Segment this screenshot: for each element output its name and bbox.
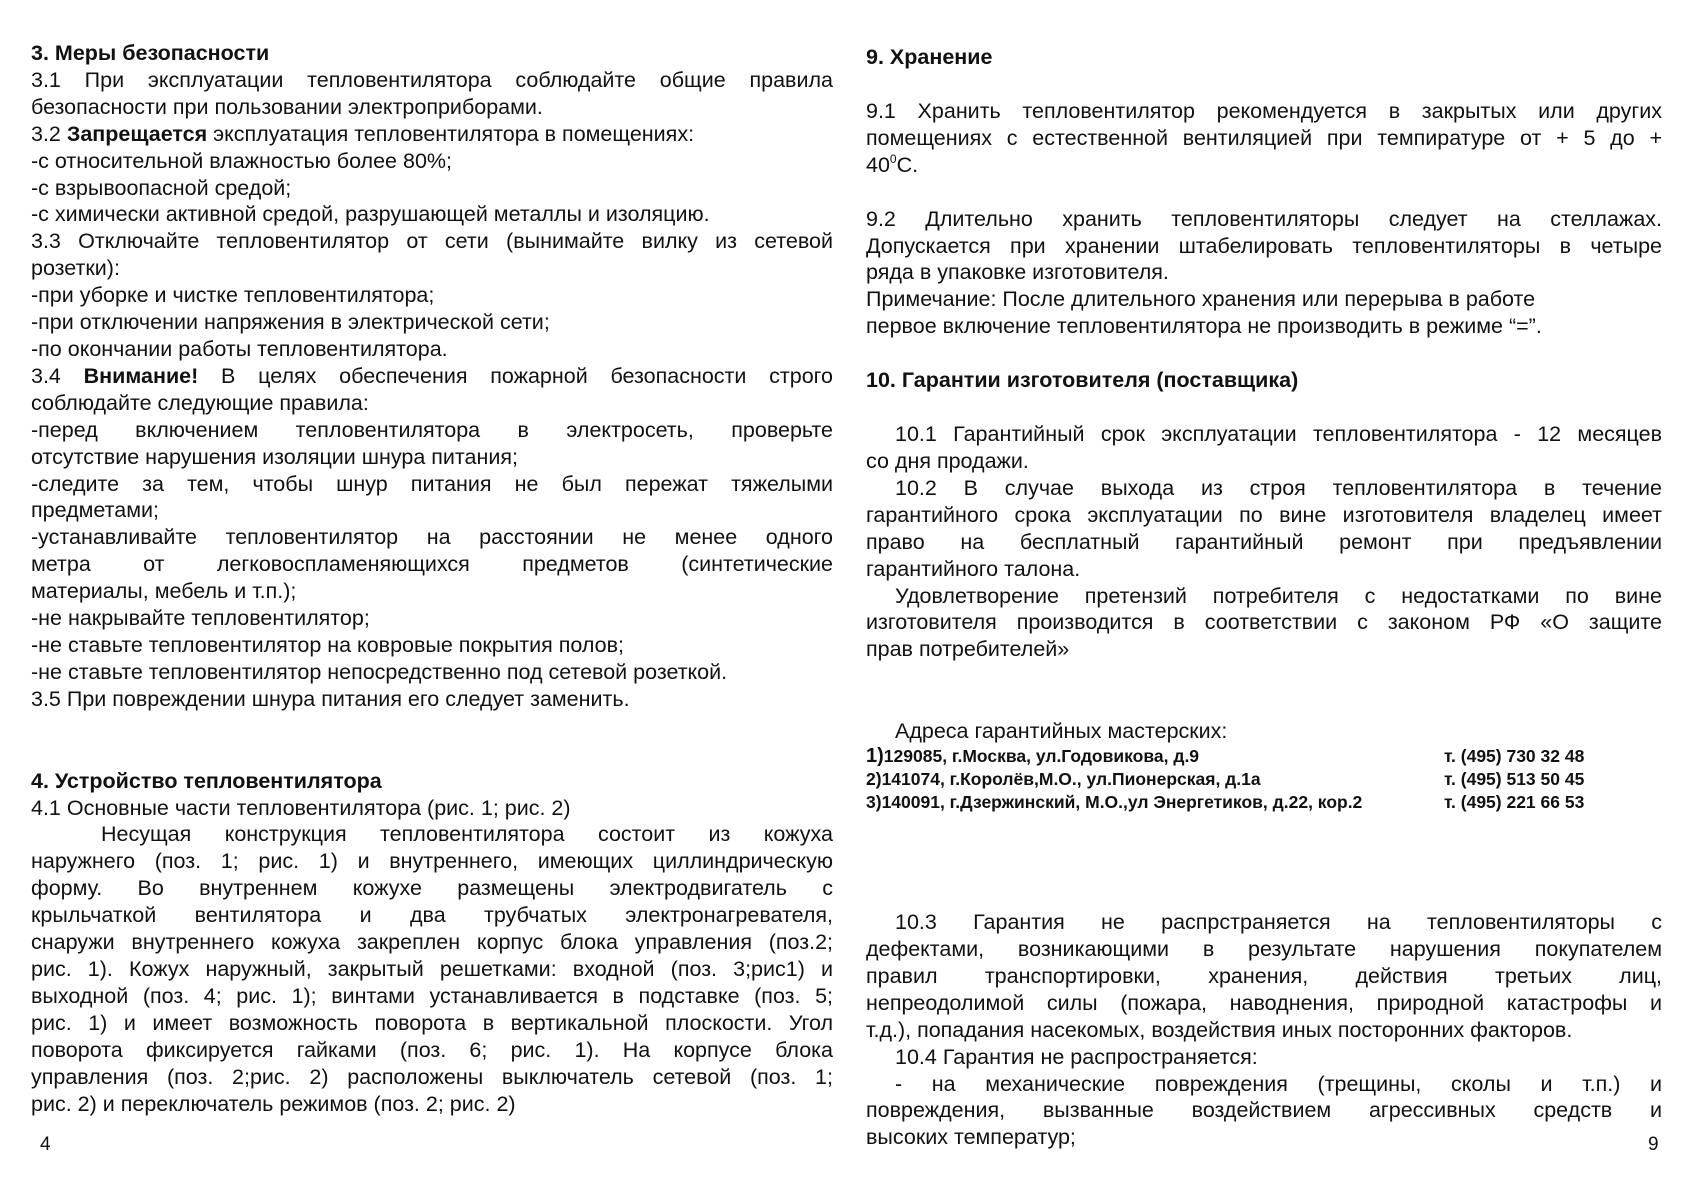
text-line: 3.3 Отключайте тепловентилятор от сети (вынимайте вилку из сетевой: [31, 229, 833, 254]
section-3-title: 3. Меры безопасности: [31, 41, 270, 65]
list-item: -при уборке и чистке тепловентилятора;: [31, 283, 435, 308]
text-line: рис. 1) и имеет возможность поворота в вертикальной плоскости. Угол: [31, 1010, 833, 1035]
text-line: выходной (поз. 4; рис. 1); винтами устанавливается в подставке (поз. 5;: [31, 983, 833, 1008]
address-text: [866, 745, 1444, 768]
left-page: [31, 40, 833, 1117]
address-text: [866, 768, 1444, 791]
item-number: 3.4: [31, 363, 84, 388]
prohibited-label: Запрещается: [66, 121, 208, 146]
spacer: [866, 869, 1662, 909]
text-line: гарантийного срока эксплуатации по вине изготовителя владелец имеет: [866, 502, 1662, 527]
text-line: соблюдайте следующие правила:: [31, 390, 369, 415]
list-item: -не ставьте тепловентилятор на ковровые покрытия полов;: [31, 632, 624, 657]
text-line: наружнего (поз. 1; рис. 1) и внутреннего, имеющих циллиндрическую: [31, 849, 833, 874]
note-line: первое включение тепловентилятора не производить в режиме “=”.: [866, 314, 1542, 339]
text-line: [31, 363, 833, 390]
text-line: 10.1 Гарантийный срок эксплуатации тепловентилятора - 12 месяцев: [895, 422, 1662, 447]
text-fragment: эксплуатация тепловентилятора в помещениях:: [207, 121, 695, 146]
list-item: -с относительной влажностью более 80%;: [31, 148, 452, 173]
spacer: [31, 713, 833, 768]
text-line: Допускается при хранении штабелировать тепловентиляторы в четыре: [866, 233, 1662, 258]
page-number-right: 9: [1648, 1134, 1659, 1155]
text-line: снаружи внутреннего кожуха закреплен корпус блока управления (поз.2;: [31, 930, 833, 955]
list-item: -следите за тем, чтобы шнур питания не был пережат тяжелыми: [31, 471, 833, 496]
temperature-unit: С.: [896, 152, 919, 177]
text-line: 9.2 Длительно хранить тепловентиляторы следует на стеллажах.: [866, 206, 1662, 231]
list-item: -с взрывоопасной средой;: [31, 175, 292, 200]
right-page: [866, 40, 1662, 1151]
text-line: 10.2 В случае выхода из строя тепловентилятора в течение: [895, 475, 1662, 500]
text-line: 9.1 Хранить тепловентилятор рекомендуется в закрытых или других: [866, 98, 1662, 123]
text-line: [866, 152, 1662, 179]
list-item: повреждения, вызванные воздействием агрессивных средств и: [866, 1098, 1662, 1123]
text-line: гарантийного талона.: [866, 556, 1081, 581]
section-9-title: 9. Хранение: [866, 45, 993, 69]
degree-superscript: 0: [889, 151, 897, 166]
text-line: [31, 121, 833, 148]
address-number: 3): [866, 792, 882, 813]
address-number: 1): [866, 745, 884, 768]
list-item: предметами;: [31, 498, 159, 523]
addresses-table: [866, 745, 1662, 814]
list-item: -при отключении напряжения в электрической сети;: [31, 310, 550, 335]
text-line: поворота фиксируется гайками (поз. 6; рис. 1). На корпусе блока: [31, 1037, 833, 1062]
spacer: [866, 340, 1662, 367]
text-line: Удовлетворение претензий потребителя с недостатками по вине: [895, 583, 1662, 608]
text-line: непреодолимой силы (пожара, наводнения, природной катастрофы и: [866, 990, 1662, 1015]
text-line: форму. Во внутреннем кожухе размещены электродвигатель с: [31, 876, 833, 901]
address-phone: т. (495) 513 50 45: [1444, 769, 1585, 790]
address-line: 140091, г.Дзержинский, М.О.,ул Энергетиков, д.22, кор.2: [881, 792, 1363, 813]
list-item: высоких температур;: [866, 1125, 1076, 1150]
spacer: [866, 71, 1662, 98]
spacer: [866, 394, 1662, 421]
item-number: 3.2: [31, 121, 67, 146]
list-item: -с химически активной средой, разрушающей металлы и изоляцию.: [31, 202, 710, 227]
list-item: - на механические повреждения (трещины, сколы и т.п.) и: [895, 1071, 1662, 1096]
text-line: т.д.), попадания насекомых, воздействия иных посторонних факторов.: [866, 1017, 1573, 1042]
section-4-title: 4. Устройство тепловентилятора: [31, 768, 382, 793]
text-line: со дня продажи.: [866, 448, 1029, 473]
text-line: изготовителя производится в соответствии с законом РФ «О защите: [866, 610, 1662, 635]
spacer: [866, 814, 1662, 869]
text-line: прав потребителей»: [866, 637, 1070, 662]
address-phone: т. (495) 730 32 48: [1444, 746, 1585, 767]
spacer: [866, 663, 1662, 718]
list-item: метра от легковоспламеняющихся предметов (синтетические: [31, 552, 833, 577]
list-item: -не ставьте тепловентилятор непосредственно под сетевой розеткой.: [31, 659, 728, 684]
list-item: -не накрывайте тепловентилятор;: [31, 606, 370, 631]
list-item: -по окончании работы тепловентилятора.: [31, 336, 448, 361]
spacer: [866, 179, 1662, 206]
text-fragment: В целях обеспечения пожарной безопасности строго: [198, 363, 833, 388]
text-line: 10.4 Гарантия не распространяется:: [895, 1044, 1258, 1069]
text-line: право на бесплатный гарантийный ремонт при предъявлении: [866, 529, 1662, 554]
text-line: рис. 1). Кожух наружный, закрытый решетками: входной (поз. 3;рис1) и: [31, 957, 833, 981]
page-number-left: 4: [40, 1134, 51, 1155]
address-number: 2): [866, 769, 882, 790]
text-line: помещениях с естественной вентиляцией при темпиратуре от + 5 до +: [866, 125, 1662, 150]
text-line: Несущая конструкция тепловентилятора состоит из кожуха: [101, 822, 833, 847]
temperature-value: 40: [866, 152, 890, 177]
text-line: 4.1 Основные части тепловентилятора (рис. 1; рис. 2): [31, 795, 571, 820]
list-item: -перед включением тепловентилятора в электросеть, проверьте: [31, 417, 833, 442]
address-line: 129085, г.Москва, ул.Годовикова, д.9: [883, 746, 1200, 767]
section-10-title: 10. Гарантии изготовителя (поставщика): [866, 368, 1299, 393]
text-line: безопасности при пользовании электроприборами.: [31, 94, 543, 119]
note-line: Примечание: После длительного хранения или перерыва в работе: [866, 287, 1536, 312]
text-line: ряда в упаковке изготовителя.: [866, 260, 1169, 285]
list-item: -устанавливайте тепловентилятор на расстоянии не менее одного: [31, 525, 833, 550]
list-item: материалы, мебель и т.п.);: [31, 579, 297, 604]
text-line: рис. 2) и переключатель режимов (поз. 2; рис. 2): [31, 1091, 516, 1116]
text-line: розетки):: [31, 256, 120, 281]
address-text: [866, 791, 1444, 814]
addresses-title: Адреса гарантийных мастерских:: [895, 719, 1228, 744]
address-phone: т. (495) 221 66 53: [1444, 792, 1585, 813]
text-line: 3.5 При повреждении шнура питания его следует заменить.: [31, 686, 630, 711]
attention-label: Внимание!: [83, 363, 199, 388]
text-line: управления (поз. 2;рис. 2) расположены выключатель сетевой (поз. 1;: [31, 1064, 833, 1089]
address-line: 141074, г.Королёв,М.О., ул.Пионерская, д.1а: [881, 769, 1261, 790]
list-item: отсутствие нарушения изоляции шнура питания;: [31, 444, 518, 469]
text-line: крыльчаткой вентилятора и два трубчатых электронагревателя,: [31, 903, 833, 928]
text-line: 10.3 Гарантия не распрстраняется на тепловентиляторы с: [895, 910, 1662, 935]
text-line: правил транспортировки, хранения, действия третьих лиц,: [866, 963, 1662, 988]
text-line: 3.1 При эксплуатации тепловентилятора соблюдайте общие правила: [31, 67, 833, 92]
text-line: дефектами, возникающими в результате нарушения покупателем: [866, 937, 1662, 962]
